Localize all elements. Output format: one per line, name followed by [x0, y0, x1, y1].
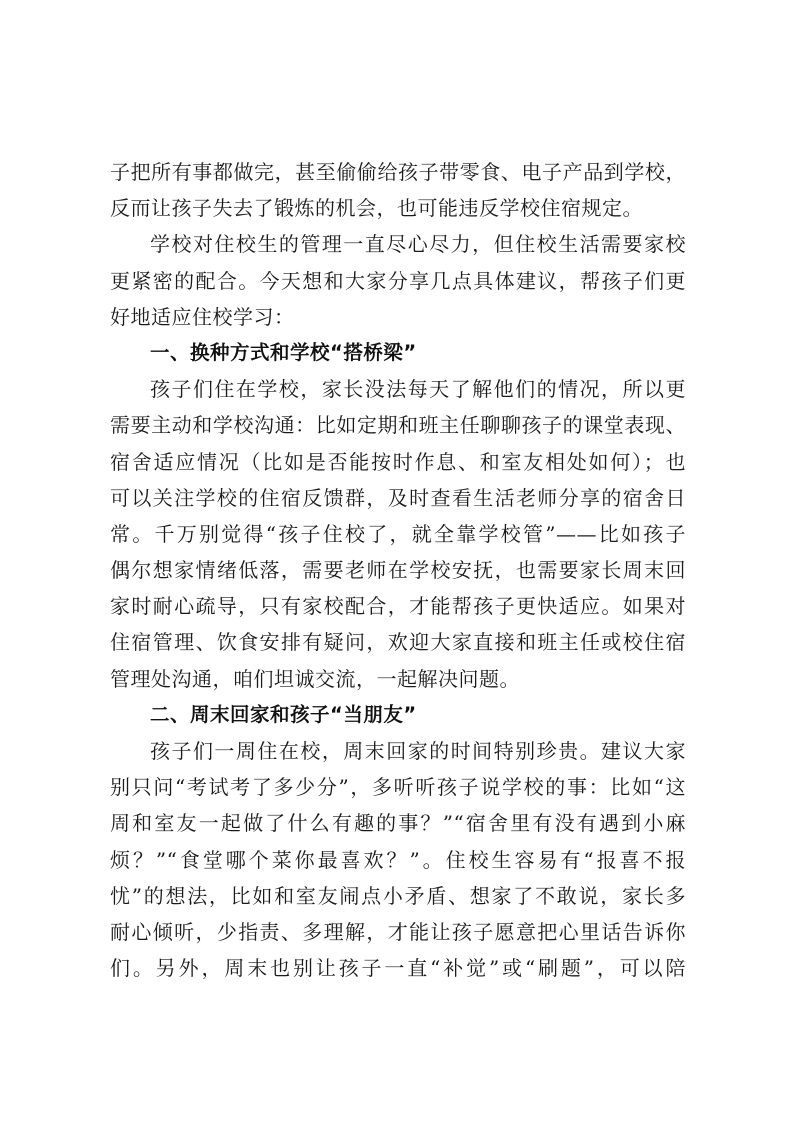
text-line: 宿舍适应情况（比如是否能按时作息、和室友相处如何）；也: [110, 449, 686, 474]
text-line: 更紧密的配合。今天想和大家分享几点具体建议，帮孩子们更: [110, 268, 686, 293]
document-page: [110, 154, 686, 986]
section-heading-2: 二、周末回家和孩子“当朋友”: [150, 702, 417, 726]
text-line: 子把所有事都做完，甚至偷偷给孩子带零食、电子产品到学校，: [110, 160, 686, 184]
text-line: 好地适应住校学习：: [110, 304, 295, 329]
text-line: 学校对住校生的管理一直尽心尽力，但住校生活需要家校: [150, 232, 686, 257]
text-line: 常。千万别觉得“孩子住校了，就全靠学校管”——比如孩子: [110, 521, 686, 546]
paragraph-1: [110, 371, 686, 697]
text-line: 们。另外，周末也别让孩子一直“补觉”或“刷题”，可以陪: [110, 956, 686, 981]
text-line: 周和室友一起做了什么有趣的事？”“宿舍里有没有遇到小麻: [110, 811, 686, 836]
text-line: 住宿管理、饮食安排有疑问，欢迎大家直接和班主任或校住宿: [110, 630, 686, 655]
section-heading-1: 一、换种方式和学校“搭桥梁”: [150, 340, 417, 364]
paragraph-2: [110, 733, 686, 986]
text-line: 烦？”“食堂哪个菜你最喜欢？”。住校生容易有“报喜不报: [110, 847, 686, 872]
text-line: 耐心倾听，少指责、多理解，才能让孩子愿意把心里话告诉你: [110, 919, 686, 944]
text-line: 孩子们住在学校，家长没法每天了解他们的情况，所以更: [150, 377, 686, 402]
text-line: 需要主动和学校沟通：比如定期和班主任聊聊孩子的课堂表现、: [110, 413, 686, 438]
text-line: 别只问“考试考了多少分”，多听听孩子说学校的事：比如“这: [110, 775, 686, 800]
text-line: 反而让孩子失去了锻炼的机会，也可能违反学校住宿规定。: [110, 196, 643, 221]
paragraph-school: [110, 226, 686, 335]
paragraph-intro-tail: [110, 154, 686, 226]
text-line: 管理处沟通，咱们坦诚交流，一起解决问题。: [110, 666, 520, 691]
text-line: 家时耐心疏导，只有家校配合，才能帮孩子更快适应。如果对: [110, 594, 686, 619]
text-line: 偶尔想家情绪低落，需要老师在学校安抚，也需要家长周末回: [110, 558, 686, 583]
text-line: 可以关注学校的住宿反馈群，及时查看生活老师分享的宿舍日: [110, 485, 686, 510]
text-line: 孩子们一周住在校，周末回家的时间特别珍贵。建议大家: [150, 739, 686, 763]
text-line: 忧”的想法，比如和室友闹点小矛盾、想家了不敢说，家长多: [110, 883, 686, 908]
